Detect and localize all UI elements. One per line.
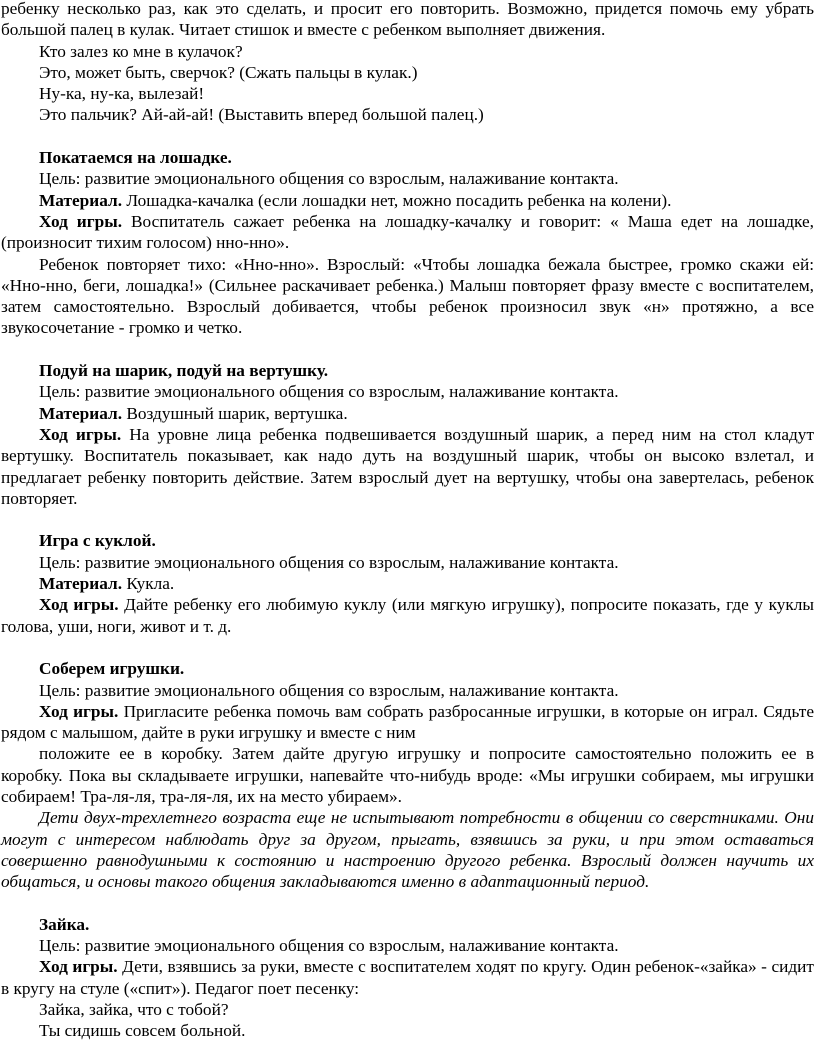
section-title-balloon: Подуй на шарик, подуй на вертушку. <box>39 361 329 381</box>
material-paragraph <box>1 190 814 211</box>
course-label: Ход игры. <box>39 424 122 444</box>
material-label: Материал. <box>39 190 123 210</box>
course-label: Ход игры. <box>39 701 119 721</box>
material-paragraph <box>1 573 814 594</box>
section-title-toys: Соберем игрушки. <box>39 659 185 679</box>
material-label: Материал. <box>39 574 123 594</box>
verse-line: Ну-ка, ну-ка, вылезай! <box>39 84 205 104</box>
verse-line: Это, может быть, сверчок? (Сжать пальцы в кулак.) <box>39 62 418 82</box>
course-paragraph <box>1 211 814 254</box>
course-text: Дайте ребенку его любимую куклу (или мягкую игрушку), попросите показать, где у куклы голова, уши, ноги, живот и т. д. <box>1 595 814 636</box>
course-text: Воспитатель сажает ребенка на лошадку-качалку и говорит: « Маша едет на лошадке, (произносит тихим голосом) нно-нно». <box>1 211 815 253</box>
material-text: Кукла. <box>126 574 175 594</box>
course-paragraph <box>1 424 814 509</box>
spacer <box>1 892 814 913</box>
course-paragraph <box>1 594 814 637</box>
song-line: Зайка, зайка, что с тобой? <box>39 999 229 1019</box>
goal-text: Цель: развитие эмоционального общения со взрослым, налаживание контакта. <box>39 552 619 572</box>
course-paragraph <box>1 956 814 999</box>
verse-line: Кто залез ко мне в кулачок? <box>39 41 243 61</box>
goal-text: Цель: развитие эмоционального общения со взрослым, налаживание контакта. <box>39 169 619 189</box>
section-title-doll: Игра с куклой. <box>39 531 156 551</box>
course-label: Ход игры. <box>39 211 123 231</box>
section-title-bunny: Зайка. <box>39 914 90 934</box>
spacer <box>1 126 814 147</box>
song-line: Ты сидишь совсем больной. <box>39 1021 246 1041</box>
body-paragraph: положите ее в коробку. Затем дайте другую игрушку и попросите самостоятельно положить ее в коробку. Пока вы складываете игрушки, напевайте что-нибудь вроде: «Мы игрушки собираем, мы игрушки собираем! Тра-ля-ля, тра-ля-ля, их на место убираем». <box>1 744 814 806</box>
section-title-horse: Покатаемся на лошадке. <box>39 148 232 168</box>
course-paragraph <box>1 701 814 744</box>
body-paragraph: Ребенок повторяет тихо: «Нно-нно». Взрослый: «Чтобы лошадка бежала быстрее, громко скажи ей: «Нно-нно, беги, лошадка!» (Сильнее раскачивает ребенка.) Малыш повторяет фразу вместе с воспитателем, затем самостоятельно. Взрослый добивается, чтобы ребенок произносил звук «н» протяжно, а все звукосочетание - громко и четко. <box>1 254 814 338</box>
intro-paragraph: ребенку несколько раз, как это сделать, и просит его повторить. Возможно, придется помочь ему убрать большой палец в кулак. Читает стишок и вместе с ребенком выполняет движения. <box>1 0 814 40</box>
goal-text: Цель: развитие эмоционального общения со взрослым, налаживание контакта. <box>39 680 619 700</box>
verse-line: Это пальчик? Ай-ай-ай! (Выставить вперед большой палец.) <box>39 105 484 125</box>
course-text: Дети, взявшись за руки, вместе с воспитателем ходят по кругу. Один ребенок-«зайка» - сидит в кругу на стуле («спит»). Педагог поет песенку: <box>1 957 814 998</box>
material-paragraph <box>1 403 814 424</box>
course-label: Ход игры. <box>39 595 119 615</box>
material-text: Воздушный шарик, вертушка. <box>126 403 348 423</box>
course-text: На уровне лица ребенка подвешивается воздушный шарик, а перед ним на стол кладут вертушку. Воспитатель показывает, как надо дуть на воздушный шарик, чтобы он высоко взлетал, и предлагает ребенку повторить действие. Затем взрослый дует на вертушку, чтобы она завертелась, ребенок повторяет. <box>1 424 814 508</box>
goal-text: Цель: развитие эмоционального общения со взрослым, налаживание контакта. <box>39 382 619 402</box>
course-text: Пригласите ребенка помочь вам собрать разбросанные игрушки, в которые он играл. Сядьте рядом с малышом, дайте в руки игрушку и вместе с ним <box>1 701 814 743</box>
course-label: Ход игры. <box>39 957 118 977</box>
spacer <box>1 339 814 360</box>
material-label: Материал. <box>39 403 123 423</box>
spacer <box>1 637 814 658</box>
italic-note: Дети двух-трехлетнего возраста еще не испытывают потребности в общении со сверстниками. Они могут с интересом наблюдать друг за другом, прыгать, взявшись за руки, и при этом оставаться совершенно равнодушными к состоянию и настроению другого ребенка. Взрослый должен научить их общаться, и основы такого общения закладываются именно в адаптационный период. <box>1 808 814 892</box>
goal-text: Цель: развитие эмоционального общения со взрослым, налаживание контакта. <box>39 936 619 956</box>
material-text: Лошадка-качалка (если лошадки нет, можно посадить ребенка на колени). <box>126 190 672 210</box>
spacer <box>1 509 814 530</box>
